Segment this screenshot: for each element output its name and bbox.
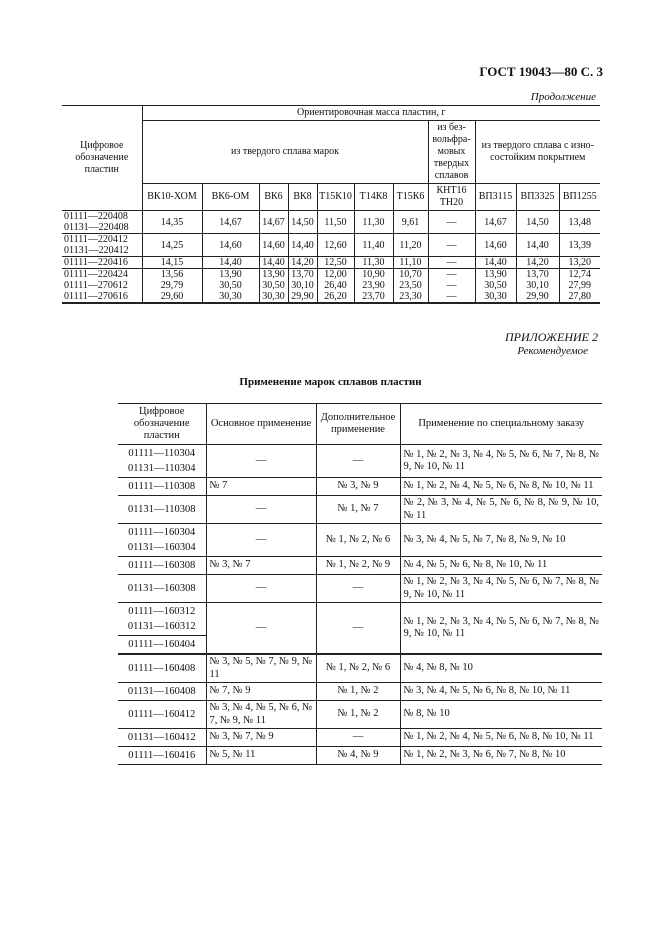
main-application-cell: —	[206, 575, 316, 603]
mass-value: —	[428, 280, 475, 291]
special-order-cell: № 1, № 2, № 4, № 5, № 6, № 8, № 10, № 11	[400, 729, 602, 747]
special-order-cell: № 1, № 2, № 3, № 4, № 5, № 6, № 7, № 8, № 9, № 10, № 11	[400, 603, 602, 655]
mass-value: 13,56	[142, 269, 202, 281]
plate-code: 01111—160308	[128, 560, 196, 571]
subcol-header: ВК10-ХОМ	[142, 184, 202, 211]
code-cell	[118, 747, 206, 765]
code-cell	[118, 654, 206, 683]
mass-value: 29,90	[288, 291, 317, 303]
mass-value: 10,70	[393, 269, 428, 281]
table2-title: Применение марок сплавов пластин	[239, 376, 422, 388]
header-code: Цифровое обозначение пластин	[118, 404, 206, 445]
plate-code: 01111—160408	[128, 663, 196, 674]
table-row	[118, 524, 602, 557]
mass-value: 11,50	[317, 211, 354, 234]
code-cell	[62, 211, 142, 234]
mass-value: 14,15	[142, 257, 202, 269]
special-order-cell: № 1, № 2, № 3, № 4, № 5, № 6, № 7, № 8, № 9, № 10, № 11	[400, 575, 602, 603]
code-cell	[62, 234, 142, 257]
special-order-cell: № 4, № 8, № 10	[400, 654, 602, 683]
main-application-cell: № 3, № 4, № 5, № 6, № 7, № 9, № 11	[206, 701, 316, 729]
mass-value: 13,70	[516, 269, 559, 281]
main-application-cell: № 3, № 7	[206, 557, 316, 575]
table-row	[62, 257, 600, 269]
mass-table	[62, 105, 600, 304]
continuation-label: Продолжение	[530, 91, 596, 103]
table-row	[118, 575, 602, 603]
code-cell	[118, 575, 206, 603]
subcol-header: КНТ16 ТН20	[428, 184, 475, 211]
subcol-header: ВК8	[288, 184, 317, 211]
mass-value: 14,60	[202, 234, 259, 257]
appendix-title: ПРИЛОЖЕНИЕ 2	[505, 330, 598, 344]
col-mass-header: Ориентировочная масса пластин, г	[142, 106, 600, 121]
code-cell	[118, 445, 206, 478]
code-cell	[118, 496, 206, 524]
mass-value: 14,40	[516, 234, 559, 257]
special-order-cell: № 1, № 2, № 3, № 6, № 7, № 8, № 10	[400, 747, 602, 765]
main-application-cell: —	[206, 445, 316, 478]
mass-value: 14,20	[516, 257, 559, 269]
plate-code: 01131—110304	[128, 463, 196, 474]
plate-code: 01111—160404	[128, 639, 196, 650]
table-row	[118, 496, 602, 524]
table-row	[118, 701, 602, 729]
header-main-application: Основное применение	[206, 404, 316, 445]
mass-value: 14,40	[475, 257, 516, 269]
table-row	[118, 557, 602, 575]
special-order-cell: № 2, № 3, № 4, № 5, № 6, № 8, № 9, № 10, № 11	[400, 496, 602, 524]
table-row	[62, 211, 600, 234]
mass-value: 14,40	[259, 257, 288, 269]
subcol-header: ВП1255	[559, 184, 600, 211]
mass-value: 23,70	[354, 291, 393, 303]
mass-value: 14,67	[259, 211, 288, 234]
special-order-cell: № 1, № 2, № 4, № 5, № 6, № 8, № 10, № 11	[400, 478, 602, 496]
plate-code: 01131—160308	[127, 583, 196, 594]
table-row	[62, 269, 600, 281]
document-header: ГОСТ 19043—80 С. 3	[479, 64, 603, 79]
mass-value: 14,50	[288, 211, 317, 234]
plate-code: 01111—160416	[128, 750, 196, 761]
mass-value: 27,99	[559, 280, 600, 291]
table-row	[62, 280, 600, 291]
subcol-header: ВП3325	[516, 184, 559, 211]
table-row	[62, 234, 600, 257]
table-row	[118, 747, 602, 765]
plate-code: 01131—160304	[127, 542, 196, 553]
code-cell	[118, 701, 206, 729]
additional-application-cell: № 4, № 9	[316, 747, 400, 765]
table-row	[118, 603, 602, 636]
mass-value: 23,50	[393, 280, 428, 291]
additional-application-cell: —	[316, 603, 400, 655]
mass-value: 29,90	[516, 291, 559, 303]
mass-value: 14,25	[142, 234, 202, 257]
mass-value: 14,40	[202, 257, 259, 269]
main-application-cell: № 7	[206, 478, 316, 496]
mass-value: 14,35	[142, 211, 202, 234]
plate-code: 01131—160412	[127, 732, 196, 743]
mass-value: 14,67	[202, 211, 259, 234]
plate-code: 01111—220408	[64, 211, 128, 222]
mass-value: 11,30	[354, 257, 393, 269]
mass-value: 13,39	[559, 234, 600, 257]
code-cell	[118, 729, 206, 747]
main-application-cell: № 7, № 9	[206, 683, 316, 701]
mass-value: 14,50	[516, 211, 559, 234]
mass-value: 13,90	[475, 269, 516, 281]
header-additional-application: Дополнительное применение	[316, 404, 400, 445]
plate-code: 01111—110308	[128, 481, 196, 492]
col-code-header: Цифровое обозначение пластин	[62, 106, 142, 211]
group-tungsten-free-header: из без-вольфра-мовых твердых сплавов	[428, 121, 475, 184]
additional-application-cell: —	[316, 445, 400, 478]
additional-application-cell: № 1, № 2	[316, 701, 400, 729]
mass-value: 11,30	[354, 211, 393, 234]
subcol-header: Т15К10	[317, 184, 354, 211]
header-special-order: Применение по специальному заказу	[400, 404, 602, 445]
mass-value: 30,10	[288, 280, 317, 291]
mass-value: —	[428, 269, 475, 281]
mass-value: 30,50	[259, 280, 288, 291]
code-cell	[118, 636, 206, 655]
plate-code: 01111—160304	[128, 527, 196, 538]
special-order-cell: № 1, № 2, № 3, № 4, № 5, № 6, № 7, № 8, № 9, № 10, № 11	[400, 445, 602, 478]
mass-value: 11,20	[393, 234, 428, 257]
plate-code: 01131—220412	[64, 245, 129, 256]
subcol-header: ВП3115	[475, 184, 516, 211]
code-cell	[118, 478, 206, 496]
code-cell	[62, 291, 142, 303]
mass-value: 14,40	[288, 234, 317, 257]
special-order-cell: № 8, № 10	[400, 701, 602, 729]
additional-application-cell: —	[316, 729, 400, 747]
additional-application-cell: № 1, № 2, № 6	[316, 524, 400, 557]
mass-value: 23,90	[354, 280, 393, 291]
mass-value: 29,60	[142, 291, 202, 303]
mass-value: —	[428, 211, 475, 234]
code-cell	[62, 269, 142, 281]
main-application-cell: —	[206, 524, 316, 557]
plate-code: 01111—270616	[64, 291, 128, 302]
plate-code: 01111—220412	[64, 234, 128, 245]
mass-value: 13,20	[559, 257, 600, 269]
mass-value: 29,79	[142, 280, 202, 291]
plate-code: 01111—160412	[128, 709, 196, 720]
additional-application-cell: № 1, № 2, № 6	[316, 654, 400, 683]
plate-code: 01111—160312	[128, 606, 196, 617]
mass-value: —	[428, 291, 475, 303]
group-hard-alloy-header: из твердого сплава марок	[142, 121, 428, 184]
code-cell	[118, 603, 206, 636]
mass-value: 10,90	[354, 269, 393, 281]
subcol-header: Т14К8	[354, 184, 393, 211]
mass-value: 9,61	[393, 211, 428, 234]
plate-code: 01111—110304	[128, 448, 196, 459]
main-application-cell: № 5, № 11	[206, 747, 316, 765]
mass-value: 13,48	[559, 211, 600, 234]
group-coated-header: из твердого сплава с изно-состойким покрытием	[475, 121, 600, 184]
mass-value: 23,30	[393, 291, 428, 303]
mass-value: —	[428, 234, 475, 257]
plate-code: 01131—220408	[64, 222, 129, 233]
mass-value: 13,90	[202, 269, 259, 281]
mass-value: 30,30	[259, 291, 288, 303]
mass-value: 12,50	[317, 257, 354, 269]
plate-code: 01131—160312	[127, 621, 196, 632]
mass-value: 30,50	[202, 280, 259, 291]
table-row	[118, 445, 602, 478]
main-application-cell: № 3, № 5, № 7, № 9, № 11	[206, 654, 316, 683]
mass-value: —	[428, 257, 475, 269]
mass-value: 14,20	[288, 257, 317, 269]
code-cell	[118, 683, 206, 701]
main-application-cell: —	[206, 603, 316, 655]
table-row	[118, 683, 602, 701]
mass-value: 12,74	[559, 269, 600, 281]
table-row	[118, 729, 602, 747]
mass-value: 27,80	[559, 291, 600, 303]
mass-value: 30,10	[516, 280, 559, 291]
plate-code: 01131—110308	[128, 504, 196, 515]
table-row	[118, 478, 602, 496]
additional-application-cell: № 1, № 2, № 9	[316, 557, 400, 575]
plate-code: 01131—160408	[127, 686, 196, 697]
mass-value: 14,60	[259, 234, 288, 257]
mass-value: 13,90	[259, 269, 288, 281]
code-cell	[62, 280, 142, 291]
additional-application-cell: № 1, № 7	[316, 496, 400, 524]
plate-code: 01111—220416	[64, 257, 128, 268]
plate-code: 01111—270612	[64, 280, 128, 291]
code-cell	[118, 557, 206, 575]
subcol-header: Т15К6	[393, 184, 428, 211]
mass-value: 11,40	[354, 234, 393, 257]
additional-application-cell: № 3, № 9	[316, 478, 400, 496]
mass-value: 26,20	[317, 291, 354, 303]
mass-value: 30,30	[475, 291, 516, 303]
application-table	[118, 403, 602, 765]
mass-value: 30,30	[202, 291, 259, 303]
code-cell	[62, 257, 142, 269]
additional-application-cell: —	[316, 575, 400, 603]
mass-value: 11,10	[393, 257, 428, 269]
appendix-subtitle: Рекомендуемое	[517, 345, 588, 357]
mass-value: 12,00	[317, 269, 354, 281]
mass-value: 12,60	[317, 234, 354, 257]
mass-value: 13,70	[288, 269, 317, 281]
table-row	[118, 654, 602, 683]
subcol-header: ВК6-ОМ	[202, 184, 259, 211]
main-application-cell: № 3, № 7, № 9	[206, 729, 316, 747]
subcol-header: ВК6	[259, 184, 288, 211]
main-application-cell: —	[206, 496, 316, 524]
table-row	[62, 291, 600, 303]
additional-application-cell: № 1, № 2	[316, 683, 400, 701]
mass-value: 30,50	[475, 280, 516, 291]
special-order-cell: № 4, № 5, № 6, № 8, № 10, № 11	[400, 557, 602, 575]
special-order-cell: № 3, № 4, № 5, № 7, № 8, № 9, № 10	[400, 524, 602, 557]
plate-code: 01111—220424	[64, 269, 128, 280]
mass-value: 14,67	[475, 211, 516, 234]
mass-value: 14,60	[475, 234, 516, 257]
special-order-cell: № 3, № 4, № 5, № 6, № 8, № 10, № 11	[400, 683, 602, 701]
mass-value: 26,40	[317, 280, 354, 291]
code-cell	[118, 524, 206, 557]
